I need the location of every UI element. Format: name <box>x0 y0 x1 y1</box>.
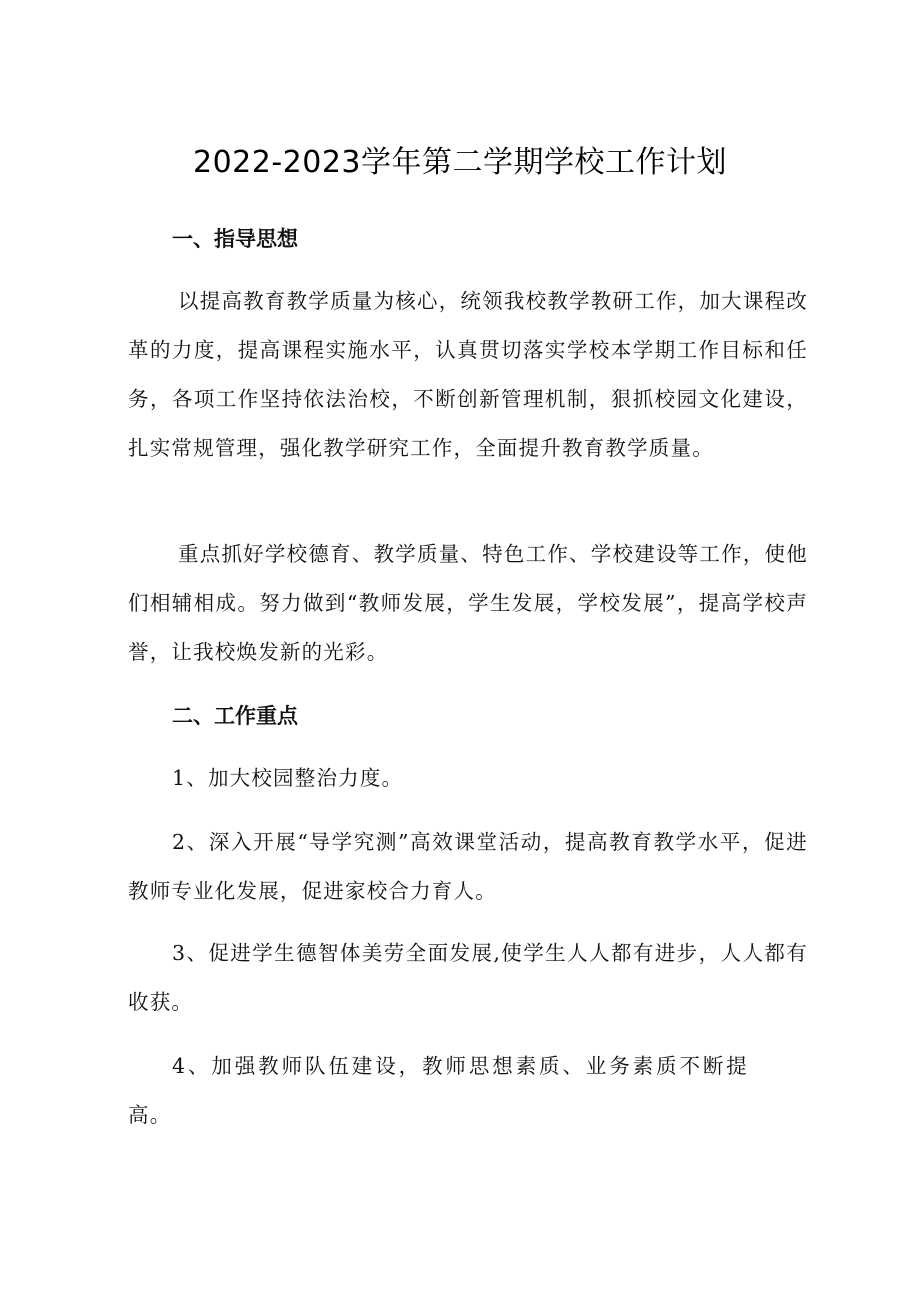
paragraph-guiding-ideology-1: 以提高教育教学质量为核心，统领我校教学教研工作，加大课程改革的力度，提高课程实施水平，认真贯切落实学校本学期工作目标和任务，各项工作坚持依法治校，不断创新管理机制，狠抓校园文化建设，扎实常规管理，强化教学研究工作，全面提升教育教学质量。 <box>128 289 808 460</box>
work-focus-item-4: 4、加强教师队伍建设，教师思想素质、业务素质不断提高。 <box>128 1054 748 1127</box>
paragraph-guiding-ideology-2: 重点抓好学校德育、教学质量、特色工作、学校建设等工作，使他们相辅相成。努力做到“教师发展，学生发展，学校发展”，提高学校声誉，让我校焕发新的光彩。 <box>128 542 808 664</box>
section-heading-work-focus: 二、工作重点 <box>172 704 298 728</box>
work-focus-item-1: 1、加大校园整治力度。 <box>172 766 404 790</box>
work-focus-item-2: 2、深入开展“导学究测”高效课堂活动，提高教育教学水平，促进教师专业化发展，促进家校合力育人。 <box>128 830 808 903</box>
work-focus-item-3: 3、促进学生德智体美劳全面发展,使学生人人都有进步，人人都有收获。 <box>128 941 808 1014</box>
document-title: 2022-2023学年第二学期学校工作计划 <box>192 145 728 180</box>
section-heading-guiding-ideology: 一、指导思想 <box>172 227 298 251</box>
